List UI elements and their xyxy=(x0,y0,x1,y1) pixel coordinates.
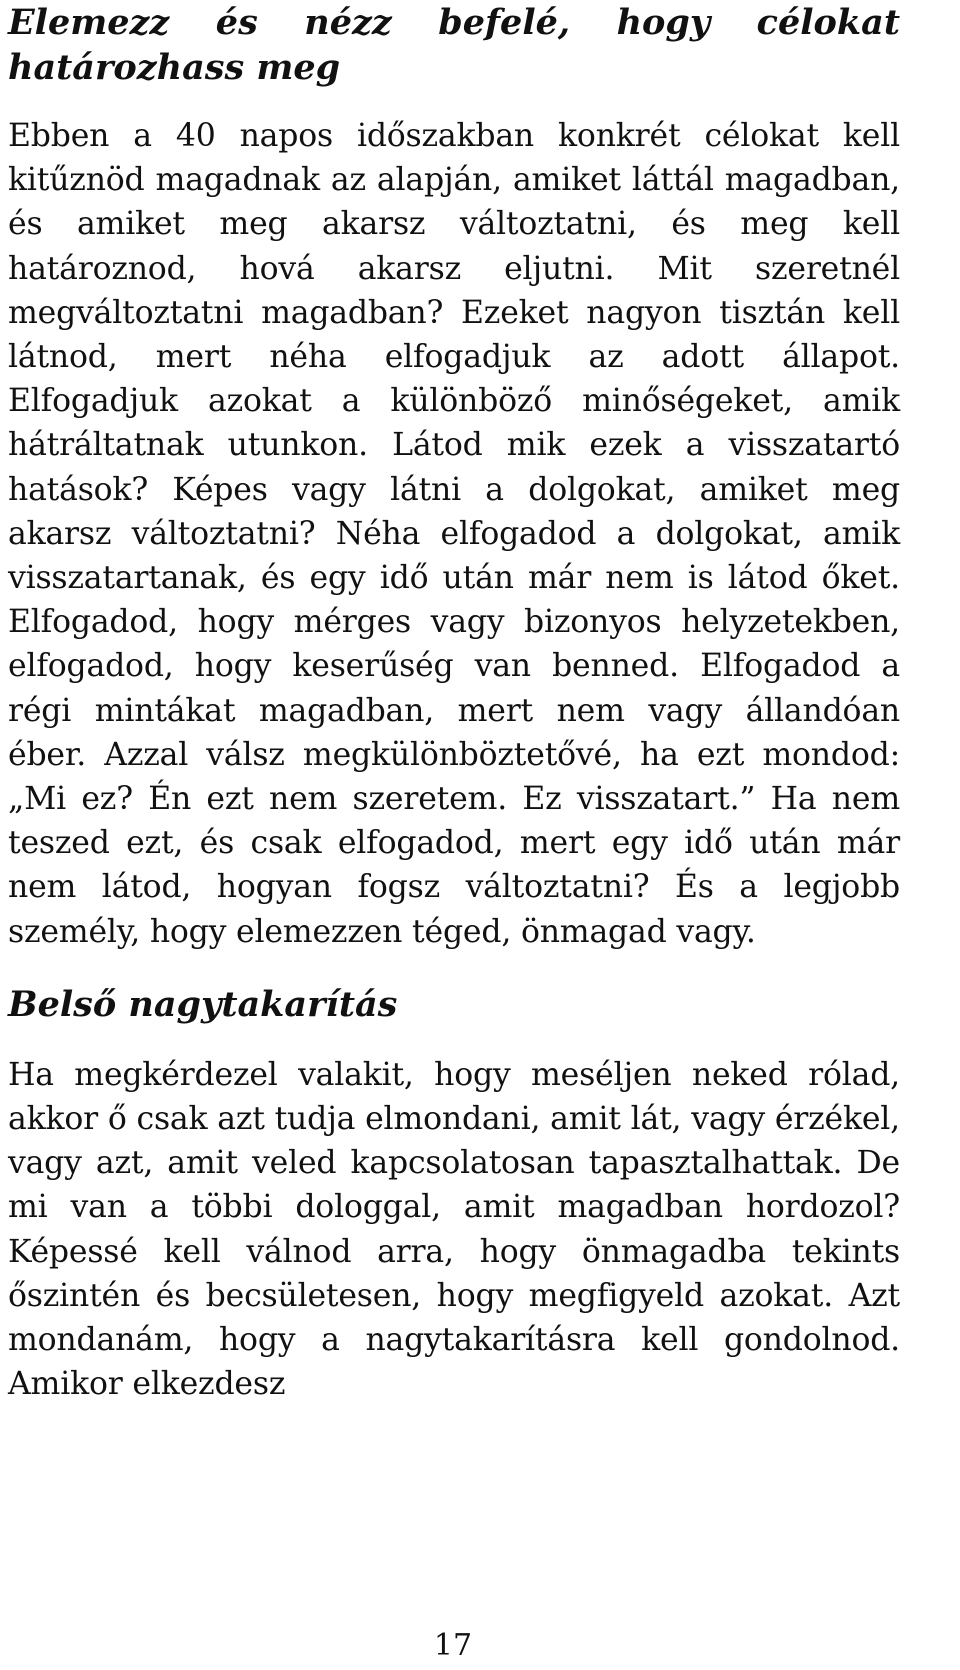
section-heading-belso-nagytakaritas: Belső nagytakarítás xyxy=(8,983,398,1025)
section-heading xyxy=(8,0,900,90)
section-heading-line-2: határozhass meg xyxy=(8,47,341,88)
document-page xyxy=(8,0,900,1406)
page-number: 17 xyxy=(433,1628,473,1663)
body-paragraph: Ebben a 40 napos időszakban konkrét célokat kell kitűznöd magadnak az alapján, amiket láttál magadban, és amiket meg akarsz változtatni, és meg kell határoznod, hová akarsz eljutni. Mit szeretnél megváltoztatni magadban? Ezeket nagyon tisztán kell látnod, mert néha elfogadjuk az adott állapot. Elfogadjuk azokat a különböző minőségeket, amik hátráltatnak utunkon. Látod mik ezek a visszatartó hatások? Képes vagy látni a dolgokat, amiket meg akarsz változtatni? Néha elfogadod a dolgokat, amik visszatartanak, és egy idő után már nem is látod őket. Elfogadod, hogy mérges vagy bizonyos helyzetekben, elfogadod, hogy keserűség van benned. Elfogadod a régi mintákat magadban, mert nem vagy állandóan éber. Azzal válsz megkülönböztetővé, ha ezt mondod: „Mi ez? Én ezt nem szeretem. Ez visszatart.” Ha nem teszed ezt, és csak elfogadod, mert egy idő után már nem látod, hogyan fogsz változtatni? És a legjobb személy, hogy elemezzen téged, önmagad vagy. xyxy=(8,118,900,950)
body-paragraph: Ha megkérdezel valakit, hogy meséljen neked rólad, akkor ő csak azt tudja elmondani, amit lát, vagy érzékel, vagy azt, amit veled kapcsolatosan tapasztalhattak. De mi van a többi dologgal, amit magadban hordozol? Képessé kell válnod arra, hogy önmagadba tekints őszintén és becsületesen, hogy megfigyeld azokat. Azt mondanám, hogy a nagytakarításra kell gondolnod. Amikor elkezdesz xyxy=(8,1056,900,1403)
section-heading-line-1: Elemezz és nézz befelé, hogy célokat xyxy=(8,2,900,43)
